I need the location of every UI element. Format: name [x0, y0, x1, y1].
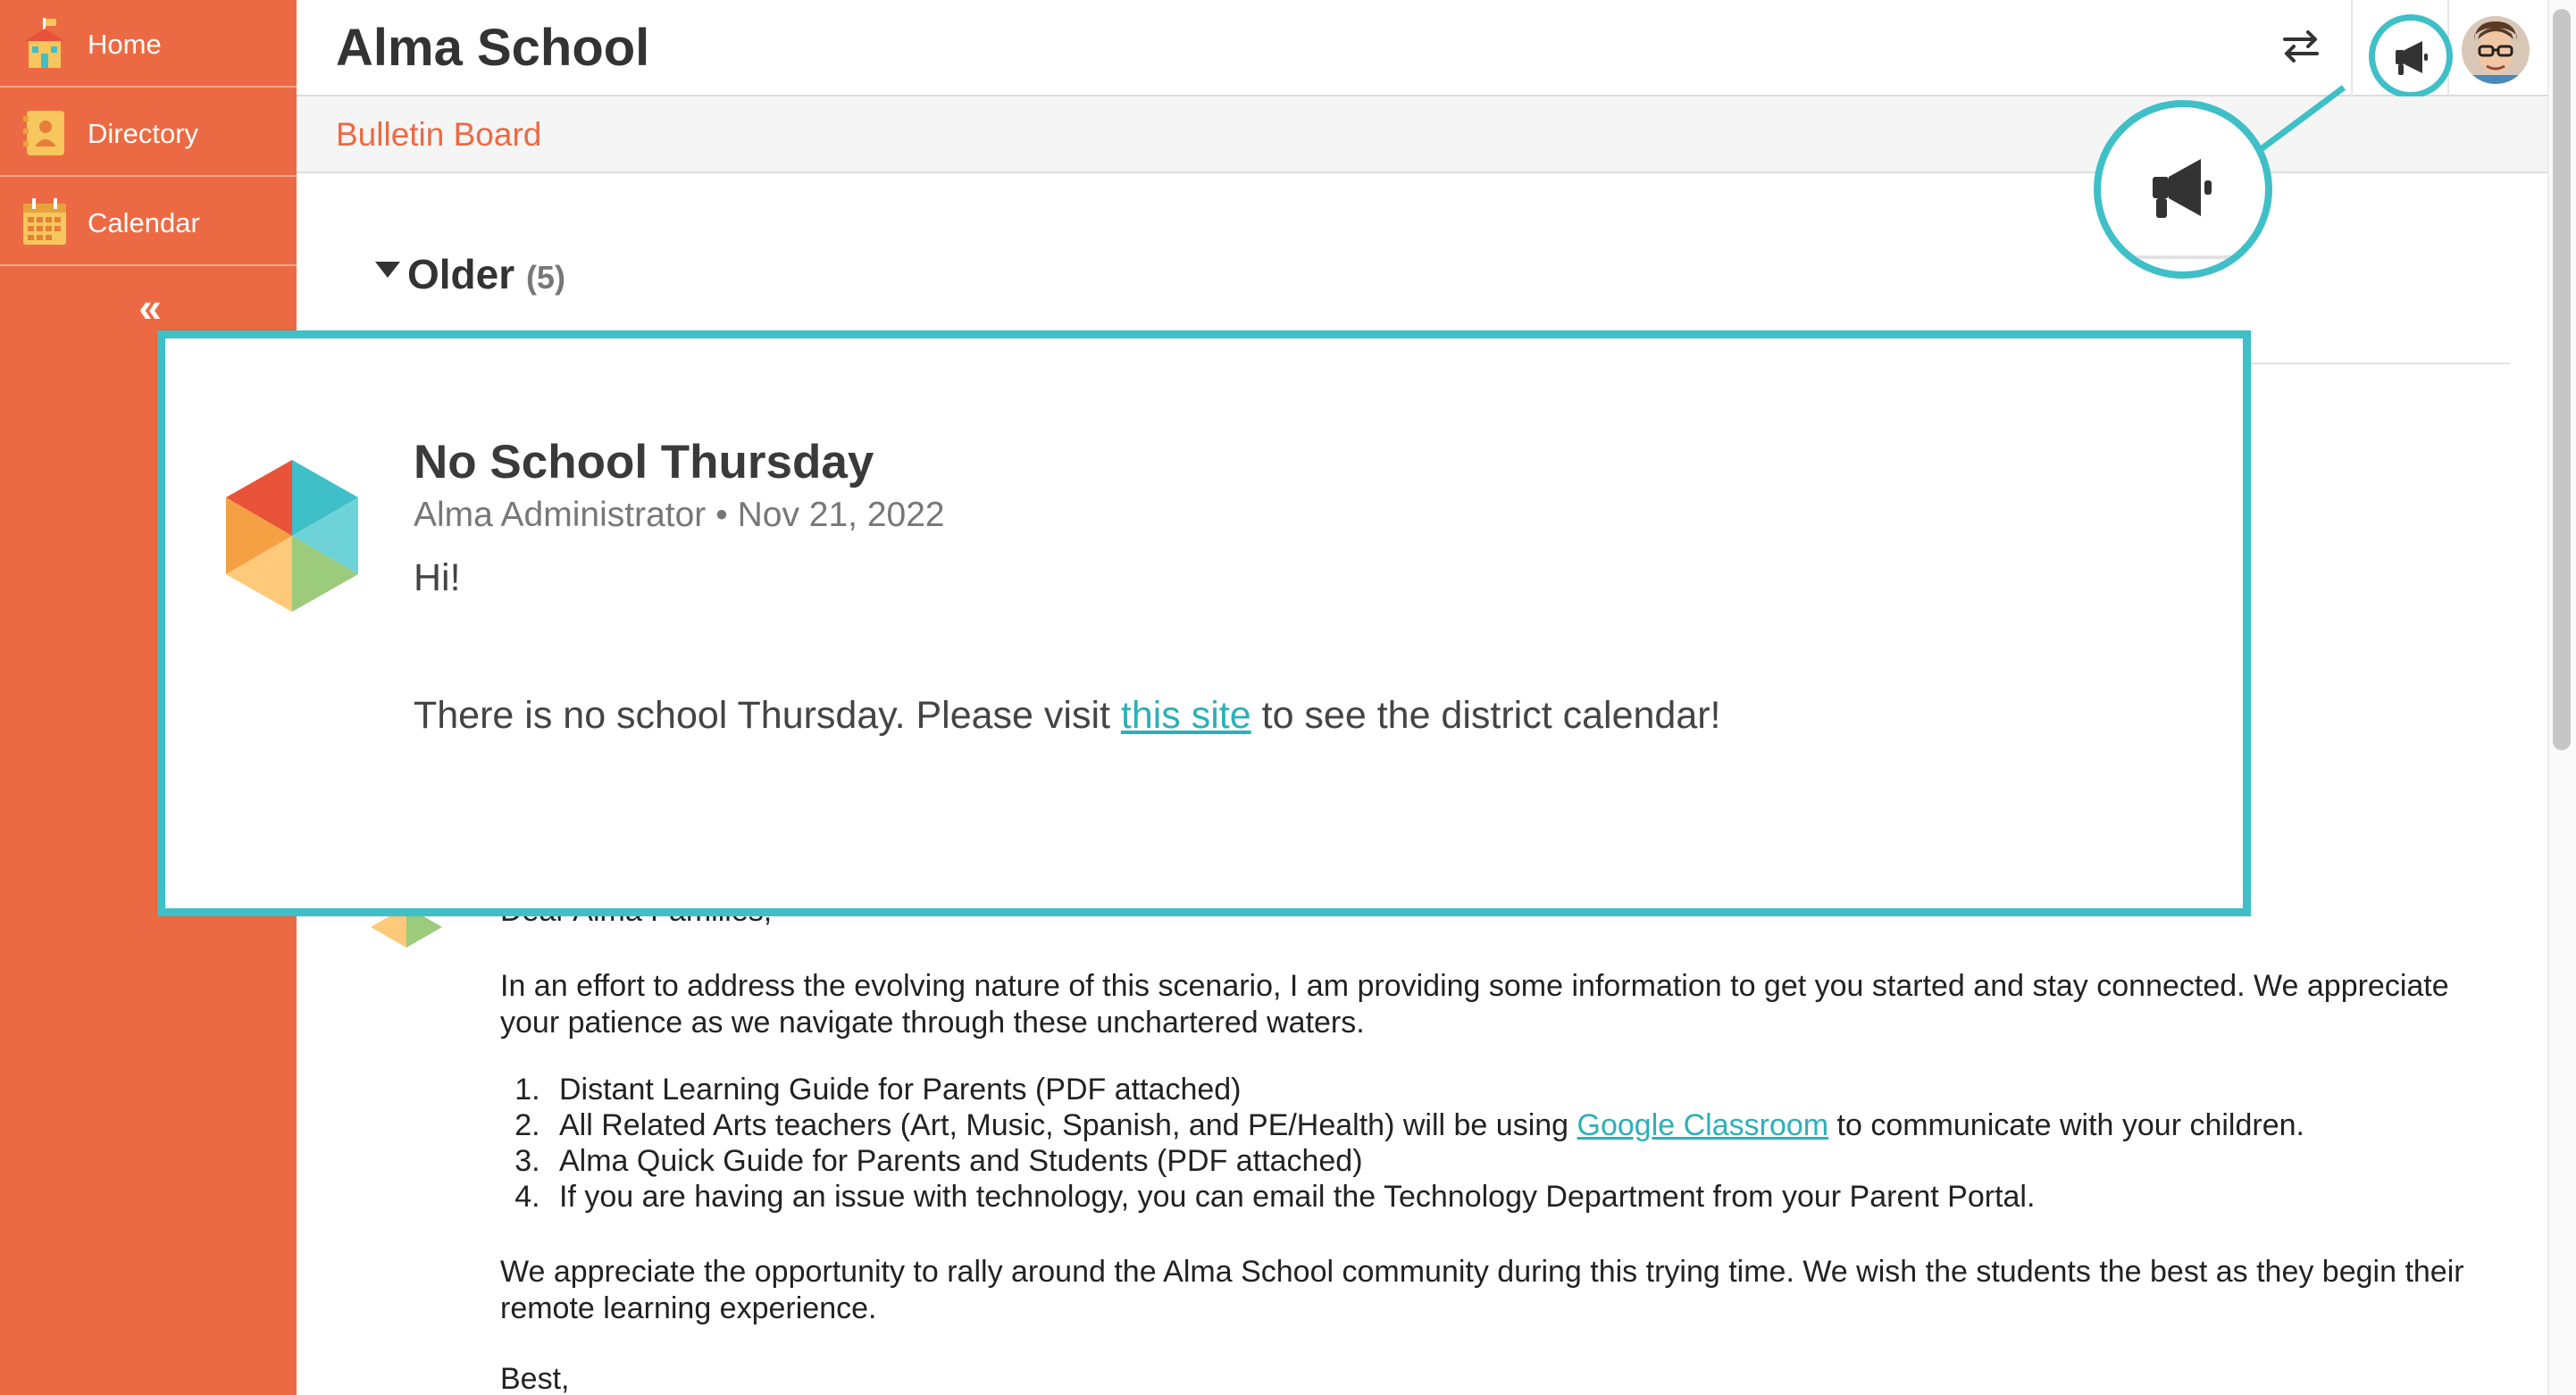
address-book-icon — [20, 107, 70, 159]
list-item-text: All Related Arts teachers (Art, Music, Spanish, and PE/Health) will be using — [559, 1108, 1577, 1142]
list-item — [548, 1143, 2304, 1179]
school-house-icon — [20, 18, 70, 70]
post-paragraph: In an effort to address the evolving nature of this scenario, I am providing some information to get you started and stay connected. We appreciate your patience as we navigate through these unchartered waters. — [500, 969, 2449, 1040]
announcement-callout — [157, 330, 2251, 916]
user-avatar[interactable] — [2462, 16, 2530, 84]
google-classroom-link[interactable]: Google Classroom — [1577, 1108, 1829, 1142]
sidebar-item-directory[interactable] — [0, 89, 297, 177]
alma-logo-icon — [221, 460, 364, 612]
announcement-meta: Alma Administrator • Nov 21, 2022 — [414, 496, 945, 534]
post-closing: Best, — [500, 1362, 570, 1395]
avatar-face-icon — [2462, 16, 2530, 84]
list-item-text: Alma Quick Guide for Parents and Students (PDF attached) — [559, 1144, 1363, 1178]
announcement-text-before: There is no school Thursday. Please visit — [414, 694, 1121, 737]
this-site-link[interactable]: this site — [1120, 694, 1251, 737]
list-item-text: Distant Learning Guide for Parents (PDF attached) — [559, 1073, 1242, 1107]
divider — [2101, 255, 2272, 259]
post-list — [548, 1072, 2304, 1215]
sidebar-item-label: Home — [88, 29, 162, 60]
sidebar-item-calendar[interactable] — [0, 179, 297, 266]
post-paragraph: We appreciate the opportunity to rally around the Alma School community during this trying time. We wish the students the best as they begin their remote learning experience. — [500, 1255, 2464, 1325]
top-header — [297, 0, 2576, 96]
older-section-toggle[interactable] — [375, 250, 565, 298]
page-title: Alma School — [336, 19, 650, 77]
megaphone-icon — [2145, 145, 2226, 225]
caret-down-icon — [375, 262, 400, 278]
older-count: (5) — [525, 259, 565, 296]
calendar-icon — [20, 196, 70, 248]
list-item — [548, 1179, 2304, 1215]
bulletin-board-link[interactable]: Bulletin Board — [336, 116, 542, 153]
older-label: Older — [407, 251, 515, 297]
header-divider — [2351, 0, 2353, 96]
collapse-sidebar-button[interactable]: « — [138, 284, 162, 330]
announcement-text — [414, 694, 1721, 738]
sidebar-item-label: Directory — [88, 118, 199, 149]
switch-account-icon[interactable] — [2279, 27, 2322, 66]
announcement-text-after: to see the district calendar! — [1250, 694, 1721, 737]
list-item-text: to communicate with your children. — [1828, 1108, 2304, 1142]
magnified-megaphone-circle — [2094, 100, 2272, 279]
sidebar-item-label: Calendar — [88, 207, 200, 238]
announcement-greeting: Hi! — [414, 556, 461, 599]
list-item-text: If you are having an issue with technology, you can email the Technology Department from your Parent Portal. — [559, 1180, 2036, 1214]
announcement-title[interactable]: No School Thursday — [414, 436, 874, 489]
scrollbar-thumb[interactable] — [2553, 9, 2571, 750]
announcements-megaphone-icon[interactable] — [2369, 16, 2453, 100]
list-item — [548, 1072, 2304, 1107]
list-item — [548, 1107, 2304, 1143]
scrollbar[interactable] — [2547, 0, 2576, 1395]
sidebar-item-home[interactable] — [0, 0, 297, 88]
